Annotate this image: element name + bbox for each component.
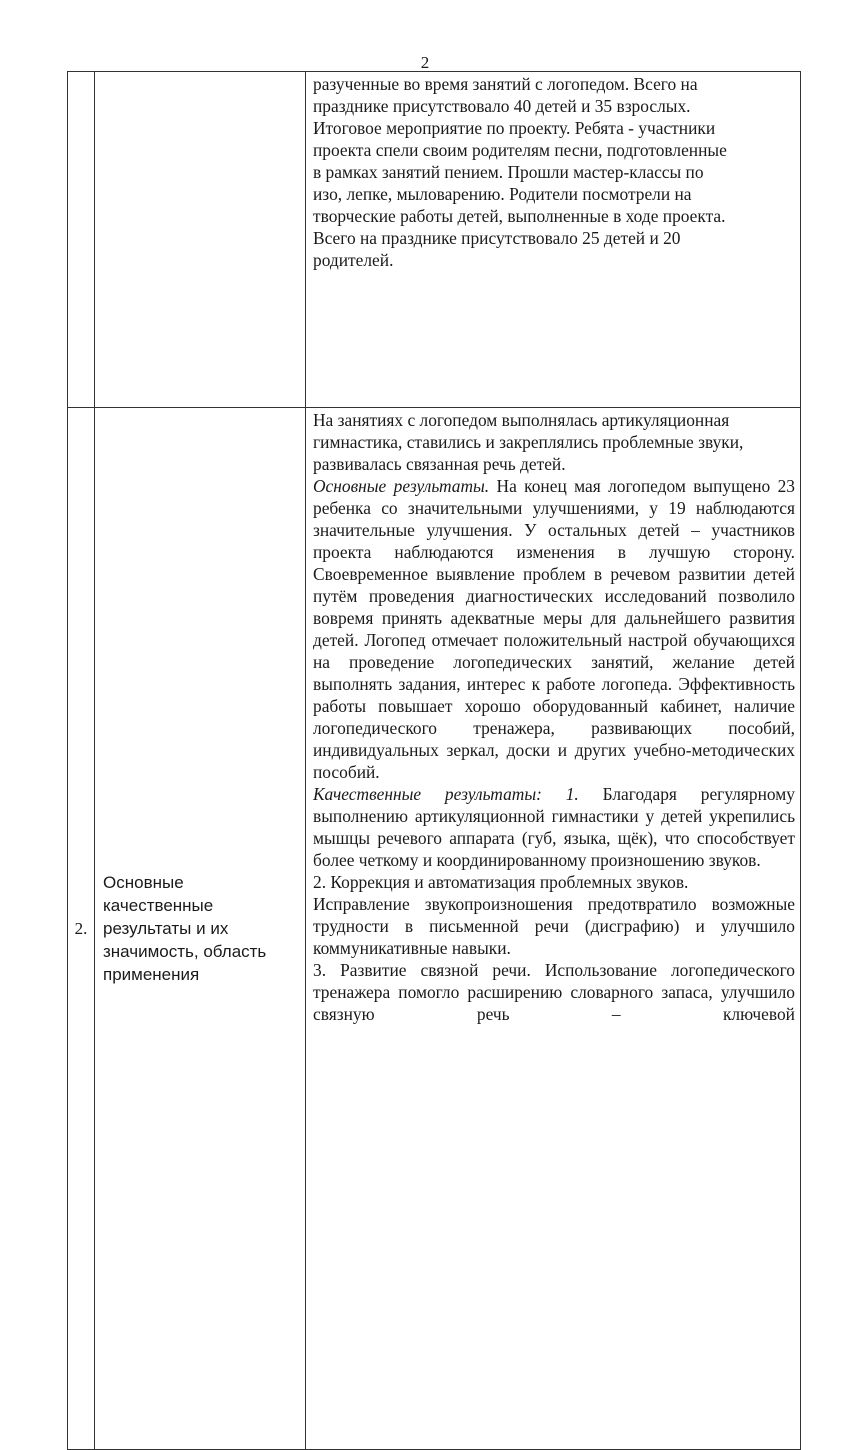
row1-number-cell xyxy=(68,72,95,408)
table-row xyxy=(68,408,801,1450)
quality-results-paragraph xyxy=(313,783,795,871)
intro-paragraph: На занятиях с логопедом выполнялась артикуляционная гимнастика, ставились и закреплялись проблемные звуки, развивалась связанная речь детей. xyxy=(313,410,744,474)
text-line: празднике присутствовало 40 детей и 35 взрослых. xyxy=(313,96,691,116)
item2-title: 2. Коррекция и автоматизация проблемных звуков. xyxy=(313,872,689,892)
row-number: 2. xyxy=(74,918,88,938)
quality-results-text: Благодаря регулярному выполнению артикуляционной гимнастики у детей укрепились мышцы речевого аппарата (губ, языка, щёк), что способствует более четкому и координированному произношению звуков. xyxy=(313,784,795,870)
main-results-text: На конец мая логопедом выпущено 23 ребенка со значительными улучшениями, у 19 наблюдаются значительные улучшения. У остальных детей – участников проекта наблюдаются изменения в лучшую сторону. Своевременное выявление проблем в речевом развитии детей путём проведения диагностических исследований позволило вовремя принять адекватные меры для дальнейшего развития детей. Логопед отмечает положительный настрой обучающихся на проведение логопедических занятий, желание детей выполнять задания, интерес к работе логопеда. Эффективность работы повышает хорошо оборудованный кабинет, наличие логопедического тренажера, развивающих пособий, индивидуальных зеркал, доски и других учебно-методических пособий. xyxy=(313,476,795,782)
text-line: разученные во время занятий с логопедом. Всего на xyxy=(313,74,698,94)
row1-text xyxy=(306,72,800,271)
row1-label-cell xyxy=(95,72,306,408)
text-line: проекта спели своим родителям песни, подготовленные xyxy=(313,140,727,160)
table-row xyxy=(68,72,801,408)
row1-text-cell xyxy=(306,72,801,408)
text-line: родителей. xyxy=(313,250,394,270)
item3-text: 3. Развитие связной речи. Использование логопедического тренажера помогло расширению словарного запаса, улучшило связную речь – ключевой xyxy=(313,960,795,1024)
main-results-paragraph xyxy=(313,475,795,783)
row2-label-cell xyxy=(95,408,306,1450)
main-results-label: Основные результаты. xyxy=(313,476,490,496)
text-line: творческие работы детей, выполненные в ходе проекта. xyxy=(313,206,726,226)
content-table xyxy=(67,71,801,1450)
page-number: 2 xyxy=(420,53,430,72)
text-line: в рамках занятий пением. Прошли мастер-классы по xyxy=(313,162,704,182)
row2-number-cell xyxy=(68,408,95,1450)
row2-text-cell xyxy=(306,408,801,1450)
quality-results-label: Качественные результаты: 1. xyxy=(313,784,579,804)
text-line: Итоговое мероприятие по проекту. Ребята - участники xyxy=(313,118,716,138)
text-line: Всего на празднике присутствовало 25 детей и 20 xyxy=(313,228,681,248)
item2-text: Исправление звукопроизношения предотвратило возможные трудности в письменной речи (дисграфию) и улучшило коммуникативные навыки. xyxy=(313,894,795,958)
row2-text xyxy=(306,408,800,1025)
text-line: изо, лепке, мыловарению. Родители посмотрели на xyxy=(313,184,692,204)
row-label: Основные качественные результаты и их значимость, область применения xyxy=(103,873,267,984)
